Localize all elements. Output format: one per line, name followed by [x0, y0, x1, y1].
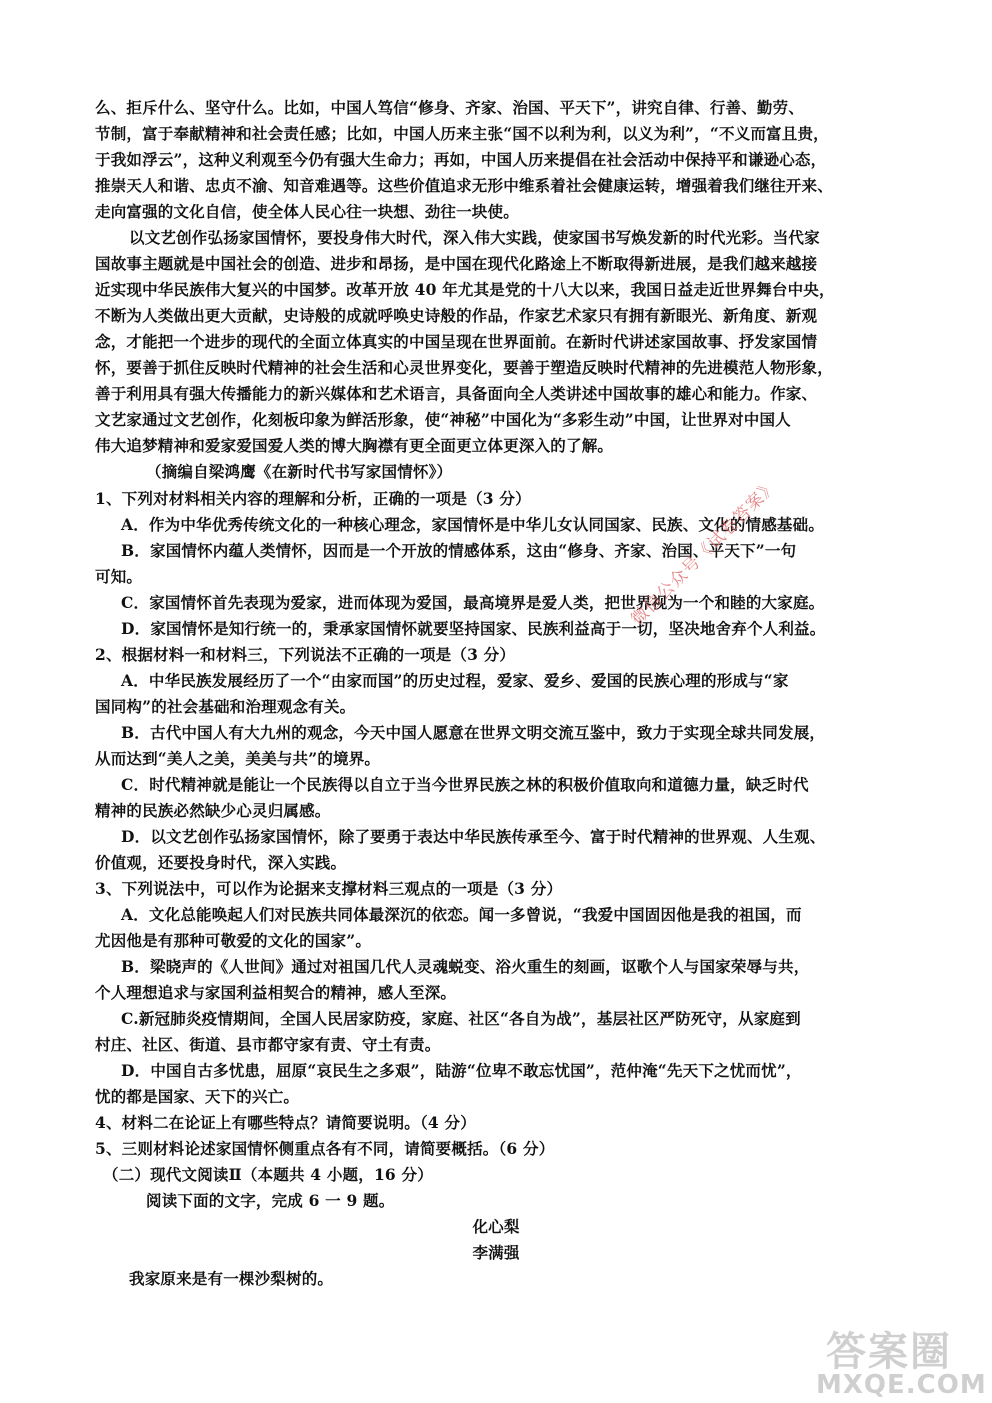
text-line: 忧的都是国家、天下的兴亡。 — [95, 1087, 300, 1106]
text-line: 于我如浮云”，这种义利观至今仍有强大生命力；再如，中国人历来提倡在社会活动中保持平和谦逊心态， — [95, 150, 827, 169]
text-line: 走向富强的文化自信，使全体人民心往一块想、劲往一块使。 — [95, 202, 519, 221]
option-d: D．以文艺创作弘扬家国情怀，除了要勇于表达中华民族传承至今、富于时代精神的世界观、人生观、 — [121, 827, 826, 846]
section-heading: （二）现代文阅读Ⅱ（本题共 4 小题，16 分） — [103, 1165, 433, 1184]
text-line: 善于利用具有强大传播能力的新兴媒体和艺术语言，具备面向全人类讲述中国故事的雄心和能力。作家、 — [95, 384, 818, 403]
question-4: 4、材料二在论证上有哪些特点？请简要说明。（4 分） — [95, 1113, 476, 1132]
logo-chinese-text: 答案圈 — [826, 1329, 952, 1375]
text-line: 个人理想追求与家国利益相契合的精神，感人至深。 — [95, 983, 457, 1002]
question-2: 2、根据材料一和材料三，下列说法不正确的一项是（3 分） — [95, 645, 516, 664]
text-line: 文艺家通过文艺创作，化刻板印象为鲜活形象，使“神秘”中国化为“多彩生动”中国，让世界对中国人 — [95, 410, 791, 429]
text-line: 怀，要善于抓住反映时代精神的社会生活和心灵世界变化，要善于塑造反映时代精神的先进模范人物形象， — [95, 358, 833, 377]
text-line: 精神的民族必然缺少心灵归属感。 — [95, 801, 331, 820]
reading-instruction: 阅读下面的文字，完成 6 一 9 题。 — [146, 1191, 395, 1210]
option-d: D．家国情怀是知行统一的，秉承家国情怀就要坚持国家、民族利益高于一切，坚决地舍弃个人利益。 — [121, 619, 826, 638]
question-5: 5、三则材料论述家国情怀侧重点各有不同，请简要概括。（6 分） — [95, 1139, 555, 1158]
text-line: 从而达到“美人之美，美美与共”的境界。 — [95, 749, 381, 768]
text-line: 么、拒斥什么、坚守什么。比如，中国人笃信“修身、齐家、治国、平天下”，讲究自律、行善、勤劳、 — [95, 98, 805, 117]
logo-url-text: MXQE.COM — [816, 1370, 987, 1400]
question-1: 1、下列对材料相关内容的理解和分析，正确的一项是（3 分） — [95, 489, 531, 508]
option-c: C．时代精神就是能让一个民族得以自立于当今世界民族之林的积极价值取向和道德力量，缺乏时代 — [121, 775, 809, 794]
text-line: 我家原来是有一棵沙梨树的。 — [129, 1269, 334, 1288]
option-c: C.新冠肺炎疫情期间，全国人民居家防疫，家庭、社区“各自为战”，基层社区严防死守，从家庭到 — [121, 1009, 801, 1028]
text-line: 近实现中华民族伟大复兴的中国梦。改革开放 40 年尤其是党的十八大以来，我国日益走近世界舞台中央， — [95, 280, 835, 299]
option-b: B．古代中国人有大九州的观念，今天中国人愿意在世界文明交流互鉴中，致力于实现全球共同发展， — [121, 723, 826, 742]
text-line: 念，才能把一个进步的现代的全面立体真实的中国呈现在世界面前。在新时代讲述家国故事、抒发家国情 — [95, 332, 818, 351]
text-line: 价值观，还要投身时代，深入实践。 — [95, 853, 347, 872]
option-a: A．作为中华优秀传统文化的一种核心理念，家国情怀是中华儿女认同国家、民族、文化的情感基础。 — [121, 515, 825, 534]
text-line: 可知。 — [95, 567, 143, 586]
article-title: 化心梨 — [472, 1217, 520, 1236]
option-b: B．家国情怀内蕴人类情怀，因而是一个开放的情感体系，这由“修身、齐家、治国、平天下”一句 — [121, 541, 797, 560]
source-citation: （摘编自梁鸿鹰《在新时代书写家国情怀》） — [146, 462, 453, 481]
text-line: 国同构”的社会基础和治理观念有关。 — [95, 697, 356, 716]
text-line: 不断为人类做出更大贡献，史诗般的成就呼唤史诗般的作品，作家艺术家只有拥有新眼光、新角度、新观 — [95, 306, 818, 325]
text-line: 伟大追梦精神和爱家爱国爱人类的博大胸襟有更全面更立体更深入的了解。 — [95, 436, 614, 455]
text-line: 国故事主题就是中国社会的创造、进步和昂扬，是中国在现代化路途上不断取得新进展，是我们越来越接 — [95, 254, 818, 273]
question-3: 3、下列说法中，可以作为论据来支撑材料三观点的一项是（3 分） — [95, 879, 563, 898]
watermark-text: 微信公众号《试卷答案》 — [627, 475, 782, 630]
option-a: A．文化总能唤起人们对民族共同体最深沉的依恋。闻一多曾说，“我爱中国固因他是我的祖国，而 — [121, 905, 802, 924]
site-logo — [812, 1318, 987, 1400]
option-a: A．中华民族发展经历了一个“由家而国”的历史过程，爱家、爱乡、爱国的民族心理的形成与“家 — [121, 671, 789, 690]
text-line: 以文艺创作弘扬家国情怀，要投身伟大时代，深入伟大实践，使家国书写焕发新的时代光彩。当代家 — [129, 228, 820, 247]
text-line: 推崇天人和谐、忠贞不渝、知音难遇等。这些价值追求无形中维系着社会健康运转，增强着我们继往开来、 — [95, 176, 833, 195]
text-line: 村庄、社区、街道、县市都守家有责、守土有责。 — [95, 1035, 441, 1054]
option-d: D．中国自古多忧患，屈原“哀民生之多艰”，陆游“位卑不敢忘忧国”，范仲淹“先天下之忧而忧”， — [121, 1061, 802, 1080]
option-b: B．梁晓声的《人世间》通过对祖国几代人灵魂蜕变、浴火重生的刻画，讴歌个人与国家荣辱与共， — [121, 957, 810, 976]
option-c: C．家国情怀首先表现为爱家，进而体现为爱国，最高境界是爱人类，把世界视为一个和睦的大家庭。 — [121, 593, 825, 612]
text-line: 尤因他是有那种可敬爱的文化的国家”。 — [95, 931, 372, 950]
text-line: 节制，富于奉献精神和社会责任感；比如，中国人历来主张“国不以利为利，以义为利”，“不义而富且贵， — [95, 124, 829, 143]
article-author: 李满强 — [472, 1243, 520, 1262]
